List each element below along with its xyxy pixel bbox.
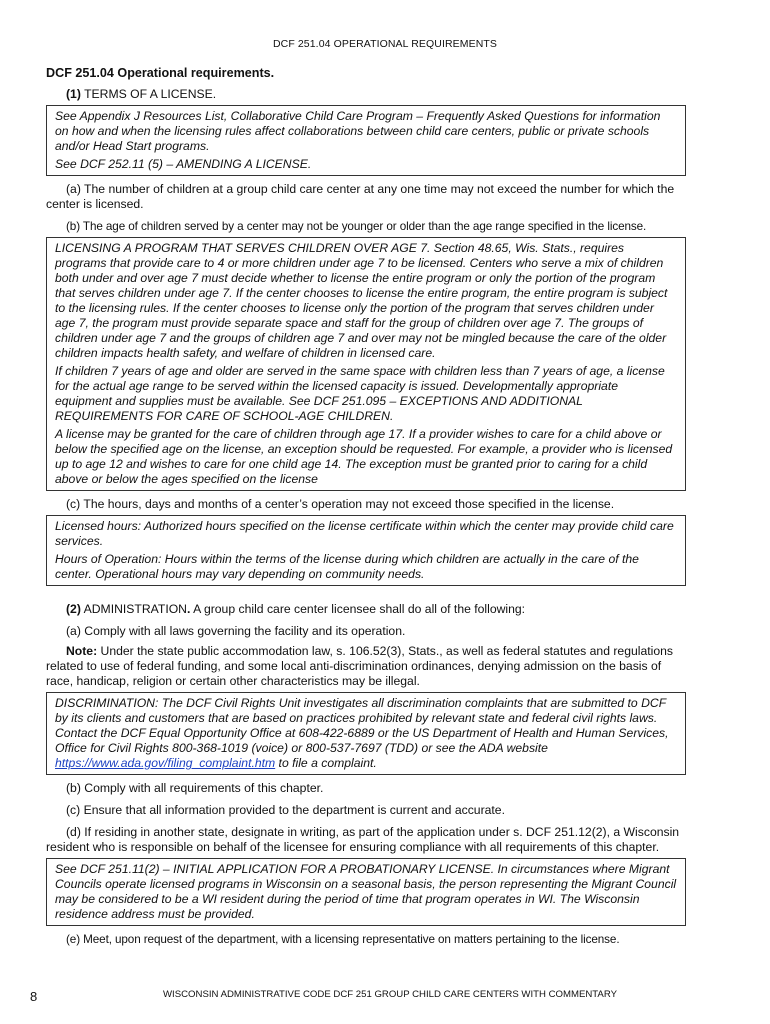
note-text: Under the state public accommodation law, s. 106.52(3), Stats., as well as federal statutes and regulations related to use of federal funding, and some local anti-discrimination ordinances, denying admission on the basis of race, handicap, religion or certain other characteristics may be illegal. [46,644,673,688]
subsection-2-title: ADMINISTRATION [80,602,187,616]
note-paragraph [46,644,686,689]
discrimination-text-end: to file a complaint. [275,756,377,770]
running-header: DCF 251.04 OPERATIONAL REQUIREMENTS [272,38,498,50]
commentary-paragraph: Licensed hours: Authorized hours specified on the license certificate within which the center may provide child care services. [55,519,674,548]
paragraph-1b: (b) The age of children served by a center may not be younger or older than the age range specified in the license. [66,220,647,233]
paragraph-2a: (a) Comply with all laws governing the facility and its operation. [66,624,406,638]
paragraph-2c: (c) Ensure that all information provided to the department is current and accurate. [66,803,505,817]
commentary-box-1 [46,105,686,176]
paragraph-2b: (b) Comply with all requirements of this chapter. [66,781,324,795]
commentary-paragraph: LICENSING A PROGRAM THAT SERVES CHILDREN OVER AGE 7. Section 48.65, Wis. Stats., requires programs that provide care to 4 or more children under age 7 to be licensed. Centers who serve a mix of children both under and over age 7 must decide whether to license the entire program or only the portion of the program that serves children under age 7. If the center chooses to license the entire program, the entire program is subject to the licensing rules. If the center chooses to license only the portion of the program that serves children under age 7, the program must provide separate space and staff for the group of children over age 7. The groups of children under age 7 and the groups of children age 7 and over may not be mingled because the care of the older children impacts health safety, and welfare of children in licensed care. [55,241,668,360]
running-footer: WISCONSIN ADMINISTRATIVE CODE DCF 251 GROUP CHILD CARE CENTERS WITH COMMENTARY [163,989,617,1000]
subsection-1-heading [46,87,686,102]
commentary-box-4 [46,692,686,775]
commentary-paragraph: A license may be granted for the care of children through age 17. If a provider wishes to care for a child above or below the specified age on the license, an exception should be requested. For example, a provider who is licensed up to age 12 and wishes to care for one child age 14. The exception must be granted prior to caring for a child above or below the ages specified on the license [55,427,673,486]
paragraph-1a: (a) The number of children at a group child care center at any one time may not exceed the number for which the center is licensed. [46,182,675,211]
section-title: DCF 251.04 Operational requirements. [46,66,275,80]
commentary-paragraph: See DCF 251.11(2) – INITIAL APPLICATION FOR A PROBATIONARY LICENSE. In circumstances where Migrant Councils operate licensed programs in Wisconsin on a seasonal basis, the person representing the Migrant Council may be considered to be a WI resident during the period of time that program operates in WI. The Wisconsin residence address must be provided. [55,862,677,921]
commentary-paragraph: See DCF 252.11 (5) – AMENDING A LICENSE. [55,157,312,171]
paragraph-2e: (e) Meet, upon request of the department, with a licensing representative on matters pertaining to the license. [66,933,620,946]
subsection-2-number: (2) [66,602,81,616]
paragraph-2d: (d) If residing in another state, designate in writing, as part of the application under s. DCF 251.12(2), a Wisconsin resident who is responsible on behalf of the licensee for ensuring compliance with all requirements of this chapter. [46,825,680,854]
commentary-paragraph: Hours of Operation: Hours within the terms of the license during which children are actually in the care of the center. Operational hours may vary depending on community needs. [55,552,639,581]
commentary-box-2 [46,237,686,491]
commentary-box-5 [46,858,686,926]
paragraph-1c: (c) The hours, days and months of a center’s operation may not exceed those specified in the license. [66,497,615,511]
subsection-1-number: (1) [66,87,81,101]
page-number: 8 [30,989,38,1004]
commentary-box-3 [46,515,686,586]
note-label: Note: [66,644,98,658]
commentary-paragraph [55,696,677,771]
ada-complaint-link[interactable]: https://www.ada.gov/filing_complaint.htm [55,756,276,770]
commentary-paragraph: See Appendix J Resources List, Collaborative Child Care Program – Frequently Asked Questions for information on how and when the licensing rules affect collaborations between child care centers, public or private schools and/or Head Start programs. [55,109,661,153]
commentary-paragraph: If children 7 years of age and older are served in the same space with children less than 7 years of age, a license for the actual age range to be served within the licensed capacity is issued. Developmentally appropriate equipment and supplies must be available. See DCF 251.095 – EXCEPTIONS AND ADDITIONAL REQUIREMENTS FOR CARE OF SCHOOL-AGE CHILDREN. [55,364,665,423]
subsection-2-intro: A group child care center licensee shall do all of the following: [190,602,526,616]
subsection-2-heading: (2) ADMINISTRATION. A group child care center licensee shall do all of the following: [66,602,526,616]
discrimination-text: DISCRIMINATION: The DCF Civil Rights Unit investigates all discrimination complaints that are submitted to DCF by its clients and customers that are based on practices prohibited by relevant state and federal civil rights laws. Contact the DCF Equal Opportunity Office at 608-422-6889 or the US Department of Health and Human Services, Office for Civil Rights 800-368-1019 (voice) or 800-537-7697 (TDD) or see the ADA website [55,696,669,755]
document-body [46,66,686,947]
subsection-1-title: TERMS OF A LICENSE. [80,87,217,101]
